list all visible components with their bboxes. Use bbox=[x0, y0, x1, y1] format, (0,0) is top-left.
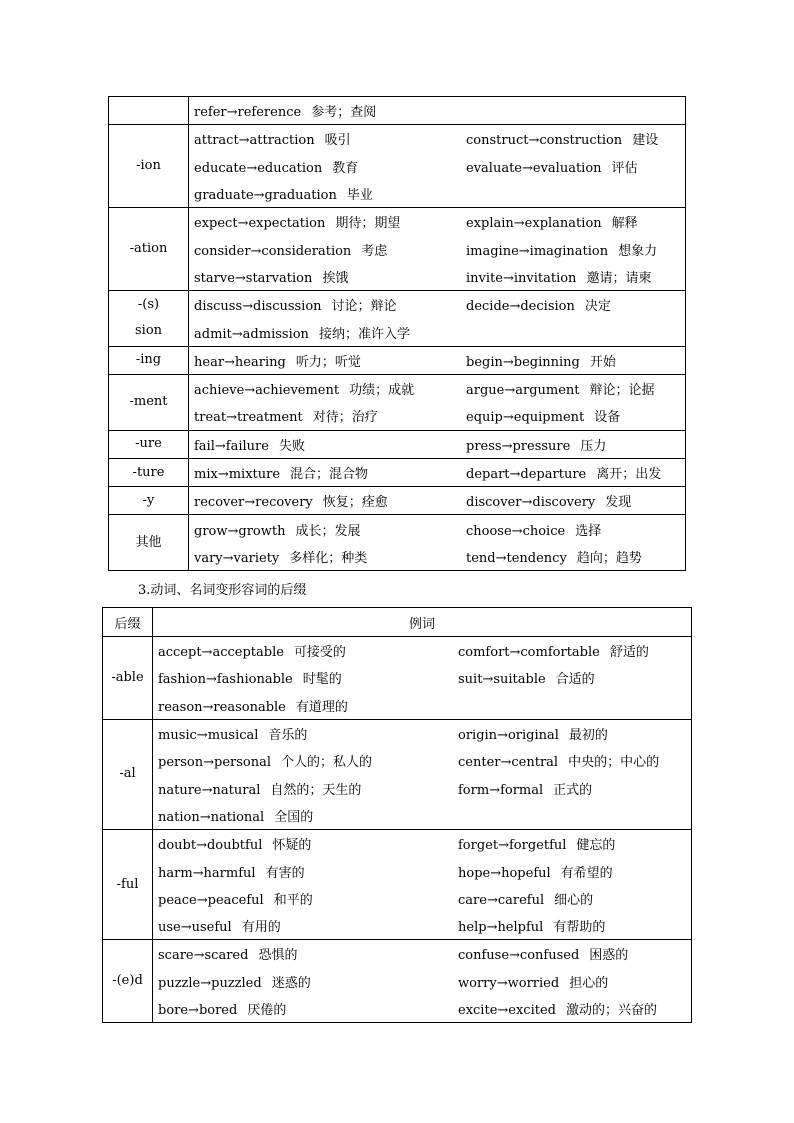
word-transformation: excite→excited bbox=[458, 1003, 556, 1018]
word-pair bbox=[158, 834, 458, 853]
example-line bbox=[194, 402, 681, 429]
word-pair bbox=[466, 406, 620, 425]
word-pair bbox=[466, 547, 642, 566]
example-line bbox=[194, 375, 681, 402]
word-pair bbox=[458, 779, 592, 798]
example-line bbox=[194, 487, 681, 514]
header-examples: 例词 bbox=[153, 608, 692, 637]
table-header-row bbox=[103, 608, 692, 637]
chinese-meaning: 建设 bbox=[632, 133, 659, 149]
table-row bbox=[109, 125, 686, 208]
word-pair bbox=[466, 212, 638, 231]
chinese-meaning: 合适的 bbox=[555, 672, 595, 688]
suffix-cell bbox=[109, 487, 189, 515]
word-transformation: discuss→discussion bbox=[194, 299, 322, 315]
chinese-meaning: 多样化；种类 bbox=[289, 550, 368, 566]
chinese-meaning: 对待；治疗 bbox=[312, 410, 378, 426]
chinese-meaning: 功绩；成就 bbox=[349, 383, 415, 399]
example-line bbox=[194, 208, 681, 235]
suffix-label: -ture bbox=[132, 464, 165, 480]
word-transformation: choose→choice bbox=[466, 523, 566, 539]
suffix-label: -y bbox=[142, 492, 155, 508]
chinese-meaning: 辩论；论据 bbox=[589, 383, 655, 399]
example-line bbox=[194, 291, 681, 318]
word-transformation: center→central bbox=[458, 755, 559, 771]
word-pair bbox=[194, 491, 466, 510]
adjective-suffix-table-body bbox=[103, 637, 692, 1023]
suffix-cell bbox=[109, 291, 189, 347]
chinese-meaning: 有道理的 bbox=[295, 699, 348, 715]
chinese-meaning: 讨论；辩论 bbox=[331, 299, 397, 315]
chinese-meaning: 有希望的 bbox=[560, 865, 613, 881]
chinese-meaning: 和平的 bbox=[273, 892, 313, 908]
chinese-meaning: 决定 bbox=[584, 299, 611, 315]
word-transformation: construct→construction bbox=[466, 133, 623, 149]
word-transformation: press→pressure bbox=[466, 438, 571, 454]
example-line bbox=[158, 940, 687, 967]
suffix-cell bbox=[103, 830, 153, 940]
examples-cell bbox=[189, 291, 686, 347]
word-transformation: reason→reasonable bbox=[158, 699, 286, 715]
chinese-meaning: 细心的 bbox=[554, 892, 594, 908]
word-transformation: confuse→confused bbox=[458, 948, 580, 964]
word-transformation: nation→national bbox=[158, 809, 265, 825]
word-pair bbox=[158, 889, 458, 908]
word-transformation: recover→recovery bbox=[194, 495, 313, 511]
word-pair bbox=[194, 267, 466, 286]
word-transformation: educate→education bbox=[194, 160, 323, 176]
word-transformation: use→useful bbox=[158, 920, 232, 936]
chinese-meaning: 想象力 bbox=[618, 243, 658, 259]
word-transformation: argue→argument bbox=[466, 383, 580, 399]
word-pair bbox=[194, 547, 466, 566]
word-transformation: care→careful bbox=[458, 892, 545, 908]
chinese-meaning: 接纳；准许入学 bbox=[318, 326, 410, 342]
suffix-label: -able bbox=[111, 669, 144, 685]
word-transformation: harm→harmful bbox=[158, 865, 256, 881]
example-line bbox=[194, 515, 681, 542]
chinese-meaning: 吸引 bbox=[324, 133, 351, 149]
examples-cell bbox=[153, 637, 692, 720]
word-transformation: attract→attraction bbox=[194, 133, 315, 149]
word-transformation: invite→invitation bbox=[466, 270, 577, 286]
examples-cell bbox=[189, 346, 686, 374]
word-transformation: decide→decision bbox=[466, 299, 575, 315]
word-pair bbox=[466, 379, 655, 398]
table-row bbox=[103, 830, 692, 940]
examples-cell bbox=[153, 830, 692, 940]
word-transformation: forget→forgetful bbox=[458, 838, 567, 854]
word-pair bbox=[466, 295, 611, 314]
chinese-meaning: 毕业 bbox=[346, 188, 373, 204]
table-row bbox=[109, 374, 686, 430]
table-row bbox=[103, 940, 692, 1023]
chinese-meaning: 怀疑的 bbox=[272, 838, 312, 854]
word-transformation: person→personal bbox=[158, 755, 272, 771]
word-pair bbox=[466, 351, 616, 370]
word-pair bbox=[458, 751, 659, 770]
example-line bbox=[158, 995, 687, 1022]
example-line bbox=[158, 774, 687, 801]
suffix-cell bbox=[109, 458, 189, 486]
examples-cell bbox=[189, 374, 686, 430]
word-pair bbox=[158, 862, 458, 881]
suffix-cell bbox=[109, 208, 189, 291]
word-pair bbox=[194, 435, 466, 454]
word-pair bbox=[158, 916, 458, 935]
word-transformation: vary→variety bbox=[194, 550, 280, 566]
word-pair bbox=[466, 240, 657, 259]
word-pair bbox=[194, 184, 466, 203]
example-line bbox=[194, 318, 681, 345]
table-row bbox=[109, 515, 686, 571]
word-transformation: refer→reference bbox=[194, 105, 302, 121]
word-pair bbox=[194, 351, 466, 370]
word-pair bbox=[194, 101, 466, 120]
example-line bbox=[158, 857, 687, 884]
word-transformation: grow→growth bbox=[194, 523, 286, 539]
examples-cell bbox=[189, 97, 686, 125]
chinese-meaning: 健忘的 bbox=[576, 838, 616, 854]
example-line bbox=[194, 153, 681, 180]
chinese-meaning: 最初的 bbox=[568, 728, 608, 744]
noun-suffix-table bbox=[108, 96, 686, 571]
word-transformation: suit→suitable bbox=[458, 672, 546, 688]
suffix-cell bbox=[109, 430, 189, 458]
chinese-meaning: 困惑的 bbox=[589, 948, 629, 964]
examples-cell bbox=[189, 458, 686, 486]
suffix-cell bbox=[109, 125, 189, 208]
word-transformation: doubt→doubtful bbox=[158, 838, 263, 854]
examples-cell bbox=[153, 940, 692, 1023]
word-pair bbox=[466, 267, 651, 286]
word-transformation: treat→treatment bbox=[194, 410, 303, 426]
table-row bbox=[103, 719, 692, 829]
word-pair bbox=[458, 999, 657, 1018]
chinese-meaning: 离开；出发 bbox=[596, 467, 662, 482]
chinese-meaning: 邀请；请柬 bbox=[586, 270, 652, 286]
examples-cell bbox=[189, 515, 686, 571]
chinese-meaning: 时髦的 bbox=[302, 672, 342, 688]
word-transformation: puzzle→puzzled bbox=[158, 975, 262, 991]
word-pair bbox=[458, 889, 593, 908]
word-transformation: scare→scared bbox=[158, 948, 249, 964]
suffix-label: -ure bbox=[135, 436, 162, 452]
chinese-meaning: 有帮助的 bbox=[553, 920, 606, 936]
word-pair bbox=[158, 779, 458, 798]
table-row bbox=[109, 97, 686, 125]
word-transformation: nature→natural bbox=[158, 782, 261, 798]
word-transformation: expect→expectation bbox=[194, 216, 326, 232]
chinese-meaning: 有害的 bbox=[265, 865, 305, 881]
chinese-meaning: 恐惧的 bbox=[258, 948, 298, 964]
example-line bbox=[158, 912, 687, 939]
example-line bbox=[158, 664, 687, 691]
word-pair bbox=[158, 806, 458, 825]
chinese-meaning: 发现 bbox=[605, 495, 632, 511]
word-transformation: fail→failure bbox=[194, 438, 269, 454]
example-line bbox=[194, 125, 681, 152]
chinese-meaning: 恢复；痊愈 bbox=[322, 495, 388, 511]
example-line bbox=[194, 431, 681, 458]
suffix-cell bbox=[109, 97, 189, 125]
chinese-meaning: 激动的；兴奋的 bbox=[565, 1003, 657, 1018]
chinese-meaning: 正式的 bbox=[553, 782, 593, 798]
chinese-meaning: 厌倦的 bbox=[247, 1003, 287, 1018]
chinese-meaning: 考虑 bbox=[361, 243, 388, 259]
word-pair bbox=[158, 724, 458, 743]
example-line bbox=[194, 347, 681, 374]
word-pair bbox=[458, 862, 613, 881]
example-line bbox=[194, 180, 681, 207]
chinese-meaning: 解释 bbox=[611, 216, 638, 232]
word-transformation: consider→consideration bbox=[194, 243, 352, 259]
word-pair bbox=[458, 972, 608, 991]
word-pair bbox=[194, 295, 466, 314]
word-pair bbox=[194, 379, 466, 398]
examples-cell bbox=[189, 487, 686, 515]
word-pair bbox=[158, 999, 458, 1018]
examples-cell bbox=[189, 125, 686, 208]
header-suffix: 后缀 bbox=[103, 608, 153, 637]
word-pair bbox=[466, 520, 601, 539]
word-pair bbox=[158, 696, 458, 715]
chinese-meaning: 开始 bbox=[589, 354, 616, 370]
suffix-label: -(e)d bbox=[112, 973, 143, 989]
chinese-meaning: 舒适的 bbox=[609, 645, 649, 661]
word-transformation: peace→peaceful bbox=[158, 892, 264, 908]
suffix-cell bbox=[103, 940, 153, 1023]
word-pair bbox=[458, 724, 608, 743]
suffix-label: -ful bbox=[116, 876, 139, 892]
word-transformation: fashion→fashionable bbox=[158, 672, 293, 688]
word-transformation: discover→discovery bbox=[466, 495, 596, 511]
adjective-suffix-table bbox=[102, 607, 692, 1023]
word-pair bbox=[158, 944, 458, 963]
chinese-meaning: 迷惑的 bbox=[271, 975, 311, 991]
word-pair bbox=[194, 463, 466, 482]
example-line bbox=[194, 459, 681, 486]
chinese-meaning: 中央的；中心的 bbox=[568, 755, 660, 771]
word-pair bbox=[194, 212, 466, 231]
table-row bbox=[109, 458, 686, 486]
examples-cell bbox=[189, 208, 686, 291]
chinese-meaning: 混合；混合物 bbox=[290, 467, 369, 482]
suffix-cell bbox=[109, 515, 189, 571]
chinese-meaning: 参考；查阅 bbox=[311, 105, 377, 121]
word-transformation: starve→starvation bbox=[194, 270, 313, 286]
table-row bbox=[103, 637, 692, 720]
word-transformation: admit→admission bbox=[194, 326, 309, 342]
word-transformation: equip→equipment bbox=[466, 410, 585, 426]
chinese-meaning: 趋向；趋势 bbox=[576, 550, 642, 566]
suffix-label: -ment bbox=[129, 394, 168, 410]
example-line bbox=[194, 97, 681, 124]
example-line bbox=[158, 830, 687, 857]
word-transformation: graduate→graduation bbox=[194, 188, 337, 204]
word-transformation: imagine→imagination bbox=[466, 243, 609, 259]
chinese-meaning: 选择 bbox=[575, 523, 602, 539]
word-pair bbox=[466, 435, 606, 454]
word-pair bbox=[194, 157, 466, 176]
word-transformation: origin→original bbox=[458, 728, 559, 744]
examples-cell bbox=[189, 430, 686, 458]
word-transformation: begin→beginning bbox=[466, 354, 580, 370]
word-pair bbox=[458, 834, 615, 853]
example-line bbox=[158, 747, 687, 774]
word-pair bbox=[158, 972, 458, 991]
word-pair bbox=[158, 641, 458, 660]
chinese-meaning: 挨饿 bbox=[322, 270, 349, 286]
word-transformation: evaluate→evaluation bbox=[466, 160, 602, 176]
table-row bbox=[109, 487, 686, 515]
table-row bbox=[109, 346, 686, 374]
table-row bbox=[109, 208, 686, 291]
word-pair bbox=[194, 520, 466, 539]
example-line bbox=[194, 543, 681, 570]
word-transformation: mix→mixture bbox=[194, 467, 281, 482]
word-pair bbox=[458, 944, 628, 963]
suffix-label: -ion bbox=[136, 158, 161, 174]
chinese-meaning: 教育 bbox=[332, 160, 359, 176]
example-line bbox=[158, 692, 687, 719]
chinese-meaning: 有用的 bbox=[241, 920, 281, 936]
chinese-meaning: 可接受的 bbox=[293, 645, 346, 661]
word-transformation: music→musical bbox=[158, 728, 259, 744]
word-pair bbox=[158, 751, 458, 770]
chinese-meaning: 失败 bbox=[278, 438, 305, 454]
example-line bbox=[194, 263, 681, 290]
word-transformation: achieve→achievement bbox=[194, 383, 340, 399]
word-pair bbox=[194, 129, 466, 148]
word-transformation: comfort→comfortable bbox=[458, 645, 600, 661]
example-line bbox=[158, 885, 687, 912]
word-pair bbox=[158, 668, 458, 687]
suffix-cell bbox=[103, 637, 153, 720]
suffix-label: -ing bbox=[135, 352, 162, 368]
word-pair bbox=[466, 491, 631, 510]
suffix-cell bbox=[103, 719, 153, 829]
chinese-meaning: 音乐的 bbox=[268, 728, 308, 744]
chinese-meaning: 压力 bbox=[580, 438, 607, 454]
example-line bbox=[158, 637, 687, 664]
word-pair bbox=[466, 129, 658, 148]
example-line bbox=[158, 968, 687, 995]
table-row bbox=[109, 430, 686, 458]
word-transformation: depart→departure bbox=[466, 467, 587, 482]
suffix-label: -al bbox=[119, 766, 136, 782]
word-pair bbox=[458, 668, 595, 687]
word-pair bbox=[194, 240, 466, 259]
suffix-label: 其他 bbox=[135, 534, 162, 550]
word-transformation: tend→tendency bbox=[466, 550, 567, 566]
word-pair bbox=[194, 323, 466, 342]
word-transformation: worry→worried bbox=[458, 975, 560, 991]
chinese-meaning: 期待；期望 bbox=[335, 216, 401, 232]
suffix-cell bbox=[109, 374, 189, 430]
word-transformation: bore→bored bbox=[158, 1003, 238, 1018]
section-caption: 3.动词、名词变形容词的后缀 bbox=[138, 583, 307, 598]
chinese-meaning: 成长；发展 bbox=[295, 523, 361, 539]
word-pair bbox=[466, 157, 638, 176]
word-transformation: form→formal bbox=[458, 782, 544, 798]
word-transformation: hear→hearing bbox=[194, 354, 286, 370]
chinese-meaning: 评估 bbox=[611, 160, 638, 176]
example-line bbox=[158, 720, 687, 747]
word-pair bbox=[458, 641, 649, 660]
word-transformation: help→helpful bbox=[458, 920, 544, 936]
word-transformation: explain→explanation bbox=[466, 216, 602, 232]
word-pair bbox=[458, 916, 605, 935]
chinese-meaning: 担心的 bbox=[569, 975, 609, 991]
word-pair bbox=[194, 406, 466, 425]
chinese-meaning: 自然的；天生的 bbox=[270, 782, 362, 798]
example-line bbox=[194, 235, 681, 262]
examples-cell bbox=[153, 719, 692, 829]
example-line bbox=[158, 802, 687, 829]
word-transformation: accept→acceptable bbox=[158, 645, 284, 661]
chinese-meaning: 个人的；私人的 bbox=[281, 755, 373, 771]
chinese-meaning: 听力；听觉 bbox=[295, 354, 361, 370]
chinese-meaning: 设备 bbox=[594, 410, 621, 426]
noun-suffix-table-body bbox=[109, 97, 686, 571]
word-pair bbox=[466, 463, 661, 482]
word-transformation: hope→hopeful bbox=[458, 865, 551, 881]
suffix-cell bbox=[109, 346, 189, 374]
suffix-label: -ation bbox=[129, 241, 168, 257]
suffix-label: -(s) sion bbox=[134, 297, 163, 339]
table-row bbox=[109, 291, 686, 347]
chinese-meaning: 全国的 bbox=[274, 809, 314, 825]
